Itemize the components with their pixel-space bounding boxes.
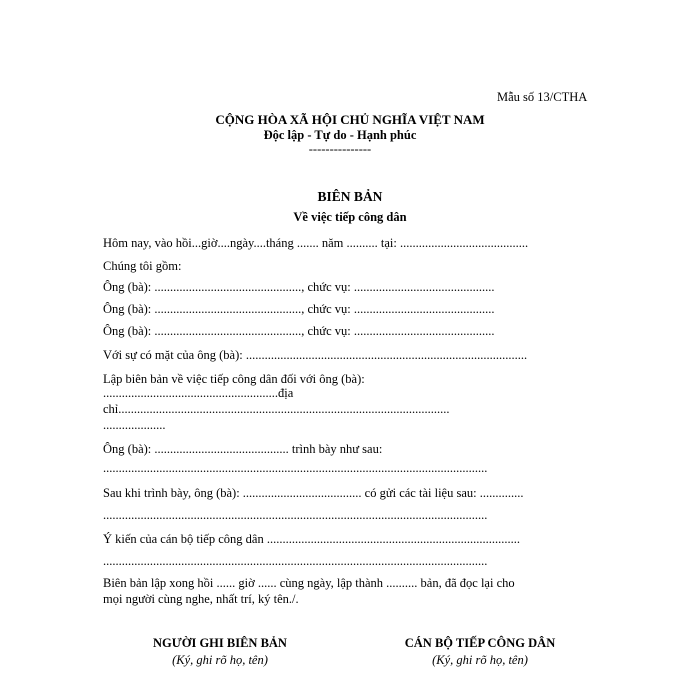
text-line: Biên bản lập xong hồi ...... giờ ...... cùng ngày, lập thành .......... bản, đã đọc lại cho bbox=[103, 576, 515, 590]
text-line: .................... bbox=[103, 418, 166, 432]
text-line: Với sự có mặt của ông (bà): .......................................................................................... bbox=[103, 348, 528, 362]
text-line: ........................................................địa bbox=[103, 386, 294, 400]
header-separator: --------------- bbox=[308, 142, 372, 156]
text-line: Chúng tôi gồm: bbox=[103, 259, 182, 273]
right-signature-note: (Ký, ghi rõ họ, tên) bbox=[432, 653, 528, 667]
text-line: Ông (bà): ..............................................., chức vụ: ............................................. bbox=[103, 324, 495, 338]
document-title: BIÊN BẢN bbox=[317, 189, 383, 204]
motto: Độc lập - Tự do - Hạnh phúc bbox=[263, 128, 417, 142]
text-line: Ông (bà): ........................................... trình bày như sau: bbox=[103, 442, 383, 456]
text-line: Sau khi trình bày, ông (bà): ...................................... có gửi các tài liệu sau: .............. bbox=[103, 486, 524, 500]
document-subtitle: Về việc tiếp công dân bbox=[293, 210, 407, 224]
country-name: CỘNG HÒA XÃ HỘI CHỦ NGHĨA VIỆT NAM bbox=[215, 112, 485, 127]
text-line: ........................................................................................................................... bbox=[103, 508, 488, 522]
left-signature-title: NGƯỜI GHI BIÊN BẢN bbox=[153, 636, 287, 650]
text-line: Hôm nay, vào hồi...giờ....ngày....tháng ....... năm .......... tại: ......................................... bbox=[103, 236, 529, 250]
text-line: ........................................................................................................................... bbox=[103, 461, 488, 475]
text-line: Ông (bà): ..............................................., chức vụ: ............................................. bbox=[103, 280, 495, 294]
form-code: Mẫu số 13/CTHA bbox=[497, 90, 588, 104]
text-line: Ý kiến của cán bộ tiếp công dân ................................................................................. bbox=[103, 532, 520, 546]
text-line: chỉ.......................................................................................................... bbox=[103, 402, 450, 416]
left-signature-note: (Ký, ghi rõ họ, tên) bbox=[172, 653, 268, 667]
text-line: Ông (bà): ..............................................., chức vụ: ............................................. bbox=[103, 302, 495, 316]
text-line: mọi người cùng nghe, nhất trí, ký tên./. bbox=[103, 592, 299, 606]
text-line: Lập biên bản về việc tiếp công dân đối với ông (bà): bbox=[103, 372, 365, 386]
text-line: ........................................................................................................................... bbox=[103, 554, 488, 568]
right-signature-title: CÁN BỘ TIẾP CÔNG DÂN bbox=[404, 636, 556, 650]
